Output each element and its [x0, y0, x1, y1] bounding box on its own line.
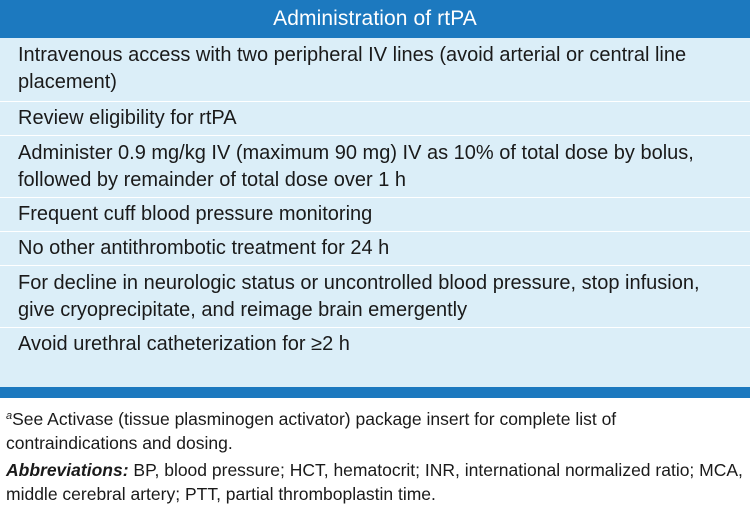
- table-row: Avoid urethral catheterization for ≥2 h: [0, 327, 750, 361]
- table-title: Administration of rtPA: [0, 0, 750, 38]
- table-row: For decline in neurologic status or uncontrolled blood pressure, stop infusion, give cryoprecipitate, and reimage brain emergently: [0, 265, 750, 327]
- table-row: Review eligibility for rtPA: [0, 101, 750, 135]
- table-footnotes: [6, 404, 744, 506]
- footnote-text: See Activase (tissue plasminogen activator) package insert for complete list of contraindications and dosing.: [6, 409, 617, 453]
- abbreviations-note: [6, 458, 744, 506]
- table-row: No other antithrombotic treatment for 24 h: [0, 231, 750, 265]
- abbreviations-label: Abbreviations:: [6, 460, 129, 480]
- table-row: Administer 0.9 mg/kg IV (maximum 90 mg) IV as 10% of total dose by bolus, followed by remainder of total dose over 1 h: [0, 135, 750, 197]
- footnote-marker: a: [6, 410, 13, 422]
- footnote-a: [6, 404, 744, 455]
- table-row: Frequent cuff blood pressure monitoring: [0, 197, 750, 231]
- abbreviations-text: BP, blood pressure; HCT, hematocrit; INR, international normalized ratio; MCA, middle cerebral artery; PTT, partial thromboplastin time.: [6, 460, 743, 504]
- table-body: [0, 38, 750, 361]
- table-bottom-rule: [0, 387, 750, 398]
- table-row: Intravenous access with two peripheral IV lines (avoid arterial or central line placement): [18, 44, 687, 93]
